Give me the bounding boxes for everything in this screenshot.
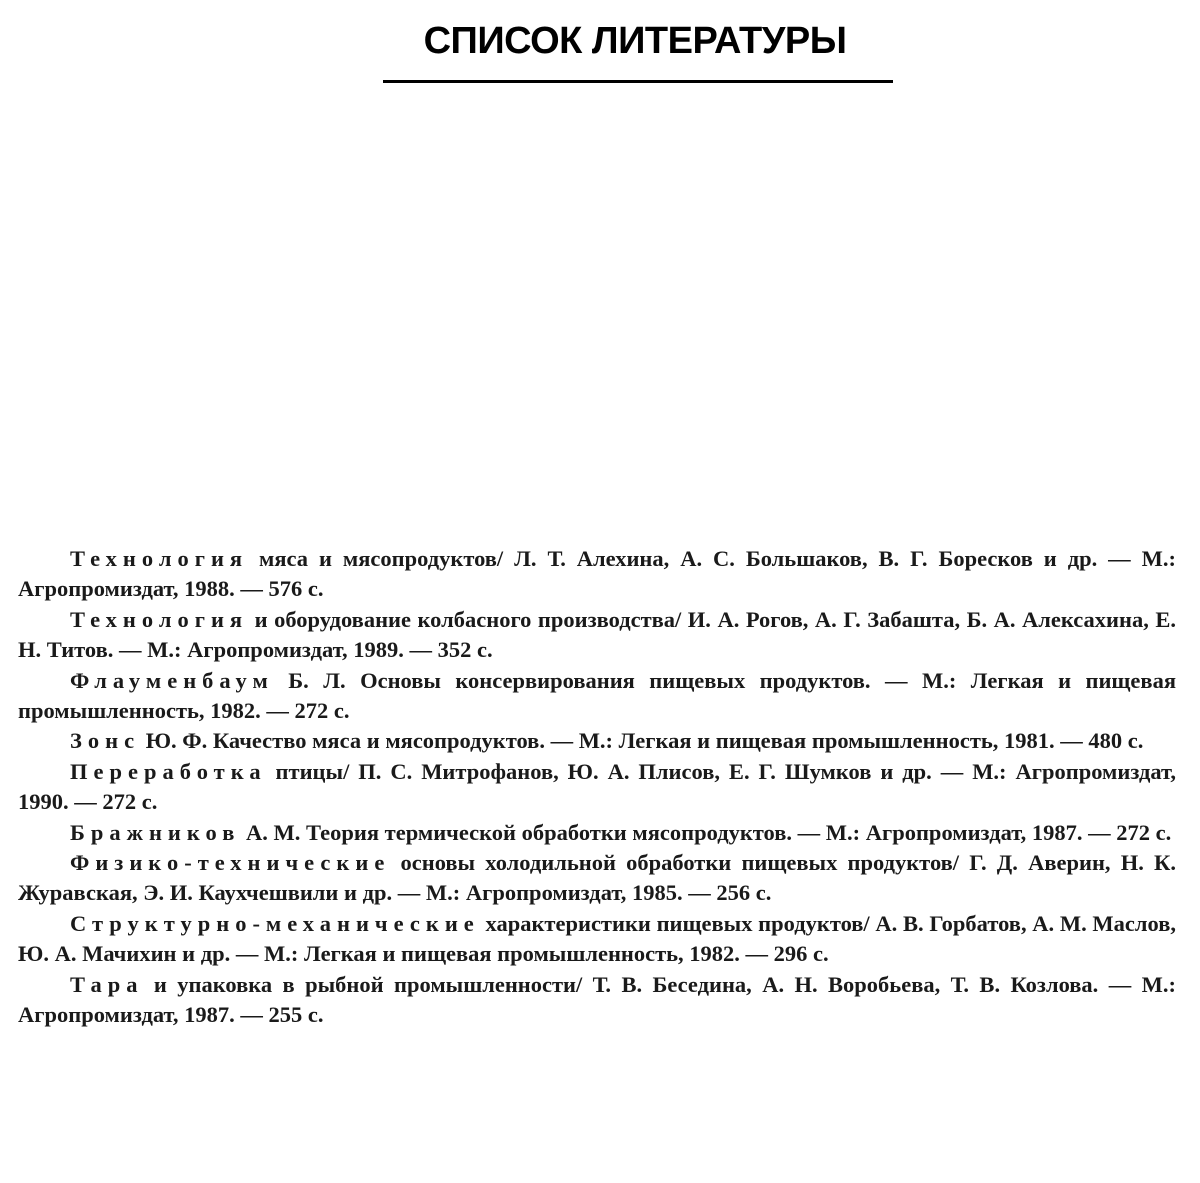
reference-text: Б. Л. Основы консервирования пищевых продуктов. — М.: Легкая и пищевая промышленность, 1982. — 272 с. [18, 667, 1176, 724]
reference-item [18, 970, 1176, 1031]
reference-item [18, 818, 1176, 848]
reference-lead: Технология [70, 606, 249, 632]
page-title: СПИСОК ЛИТЕРАТУРЫ [423, 20, 847, 62]
reference-text: и упаковка в рыбной промышленности/ Т. В. Беседина, А. Н. Воробьева, Т. В. Козлова. — М.: Агропромиздат, 1987. — 255 с. [18, 971, 1176, 1028]
reference-lead: Тара [70, 971, 144, 997]
reference-item [18, 757, 1176, 818]
reference-item [18, 848, 1176, 909]
reference-lead: Зонс [70, 728, 141, 754]
reference-lead: Технология [70, 546, 249, 571]
reference-lead: Флауменбаум [70, 667, 274, 693]
reference-lead: Структурно-механические [70, 910, 480, 936]
reference-item [18, 909, 1176, 970]
title-underline [383, 80, 893, 83]
reference-item [18, 605, 1176, 666]
reference-text: А. М. Теория термической обработки мясопродуктов. — М.: Агропромиздат, 1987. — 272 с. [240, 819, 1172, 845]
reference-lead: Переработка [70, 758, 267, 784]
reference-item [18, 666, 1176, 727]
reference-text: птицы/ П. С. Митрофанов, Ю. А. Плисов, Е. Г. Шумков и др. — М.: Агропромиздат, 1990. — 272 с. [18, 758, 1176, 815]
reference-lead: Физико-технические [70, 850, 391, 876]
reference-text: мяса и мясопродуктов/ Л. Т. Алехина, А. С. Большаков, В. Г. Боресков и др. — М.: Агропромиздат, 1988. — 576 с. [18, 546, 1176, 602]
reference-lead: Бражников [70, 819, 241, 845]
reference-item [18, 544, 1176, 605]
reference-list [18, 544, 1176, 1031]
reference-item [18, 726, 1176, 756]
reference-text: основы холодильной обработки пищевых продуктов/ Г. Д. Аверин, Н. К. Журавская, Э. И. Каухчешвили и др. — М.: Агропромиздат, 1985. — 256 с. [18, 850, 1176, 906]
reference-text: характеристики пищевых продуктов/ А. В. Горбатов, А. М. Маслов, Ю. А. Мачихин и др. — М.: Легкая и пищевая промышленность, 1982. — 296 с. [18, 910, 1176, 967]
reference-text: и оборудование колбасного производства/ И. А. Рогов, А. Г. Забашта, Б. А. Алексахина, Е. Н. Титов. — М.: Агропромиздат, 1989. — 352 с. [18, 606, 1176, 663]
reference-text: Ю. Ф. Качество мяса и мясопродуктов. — М.: Легкая и пищевая промышленность, 1981. — 480 с. [140, 728, 1144, 754]
